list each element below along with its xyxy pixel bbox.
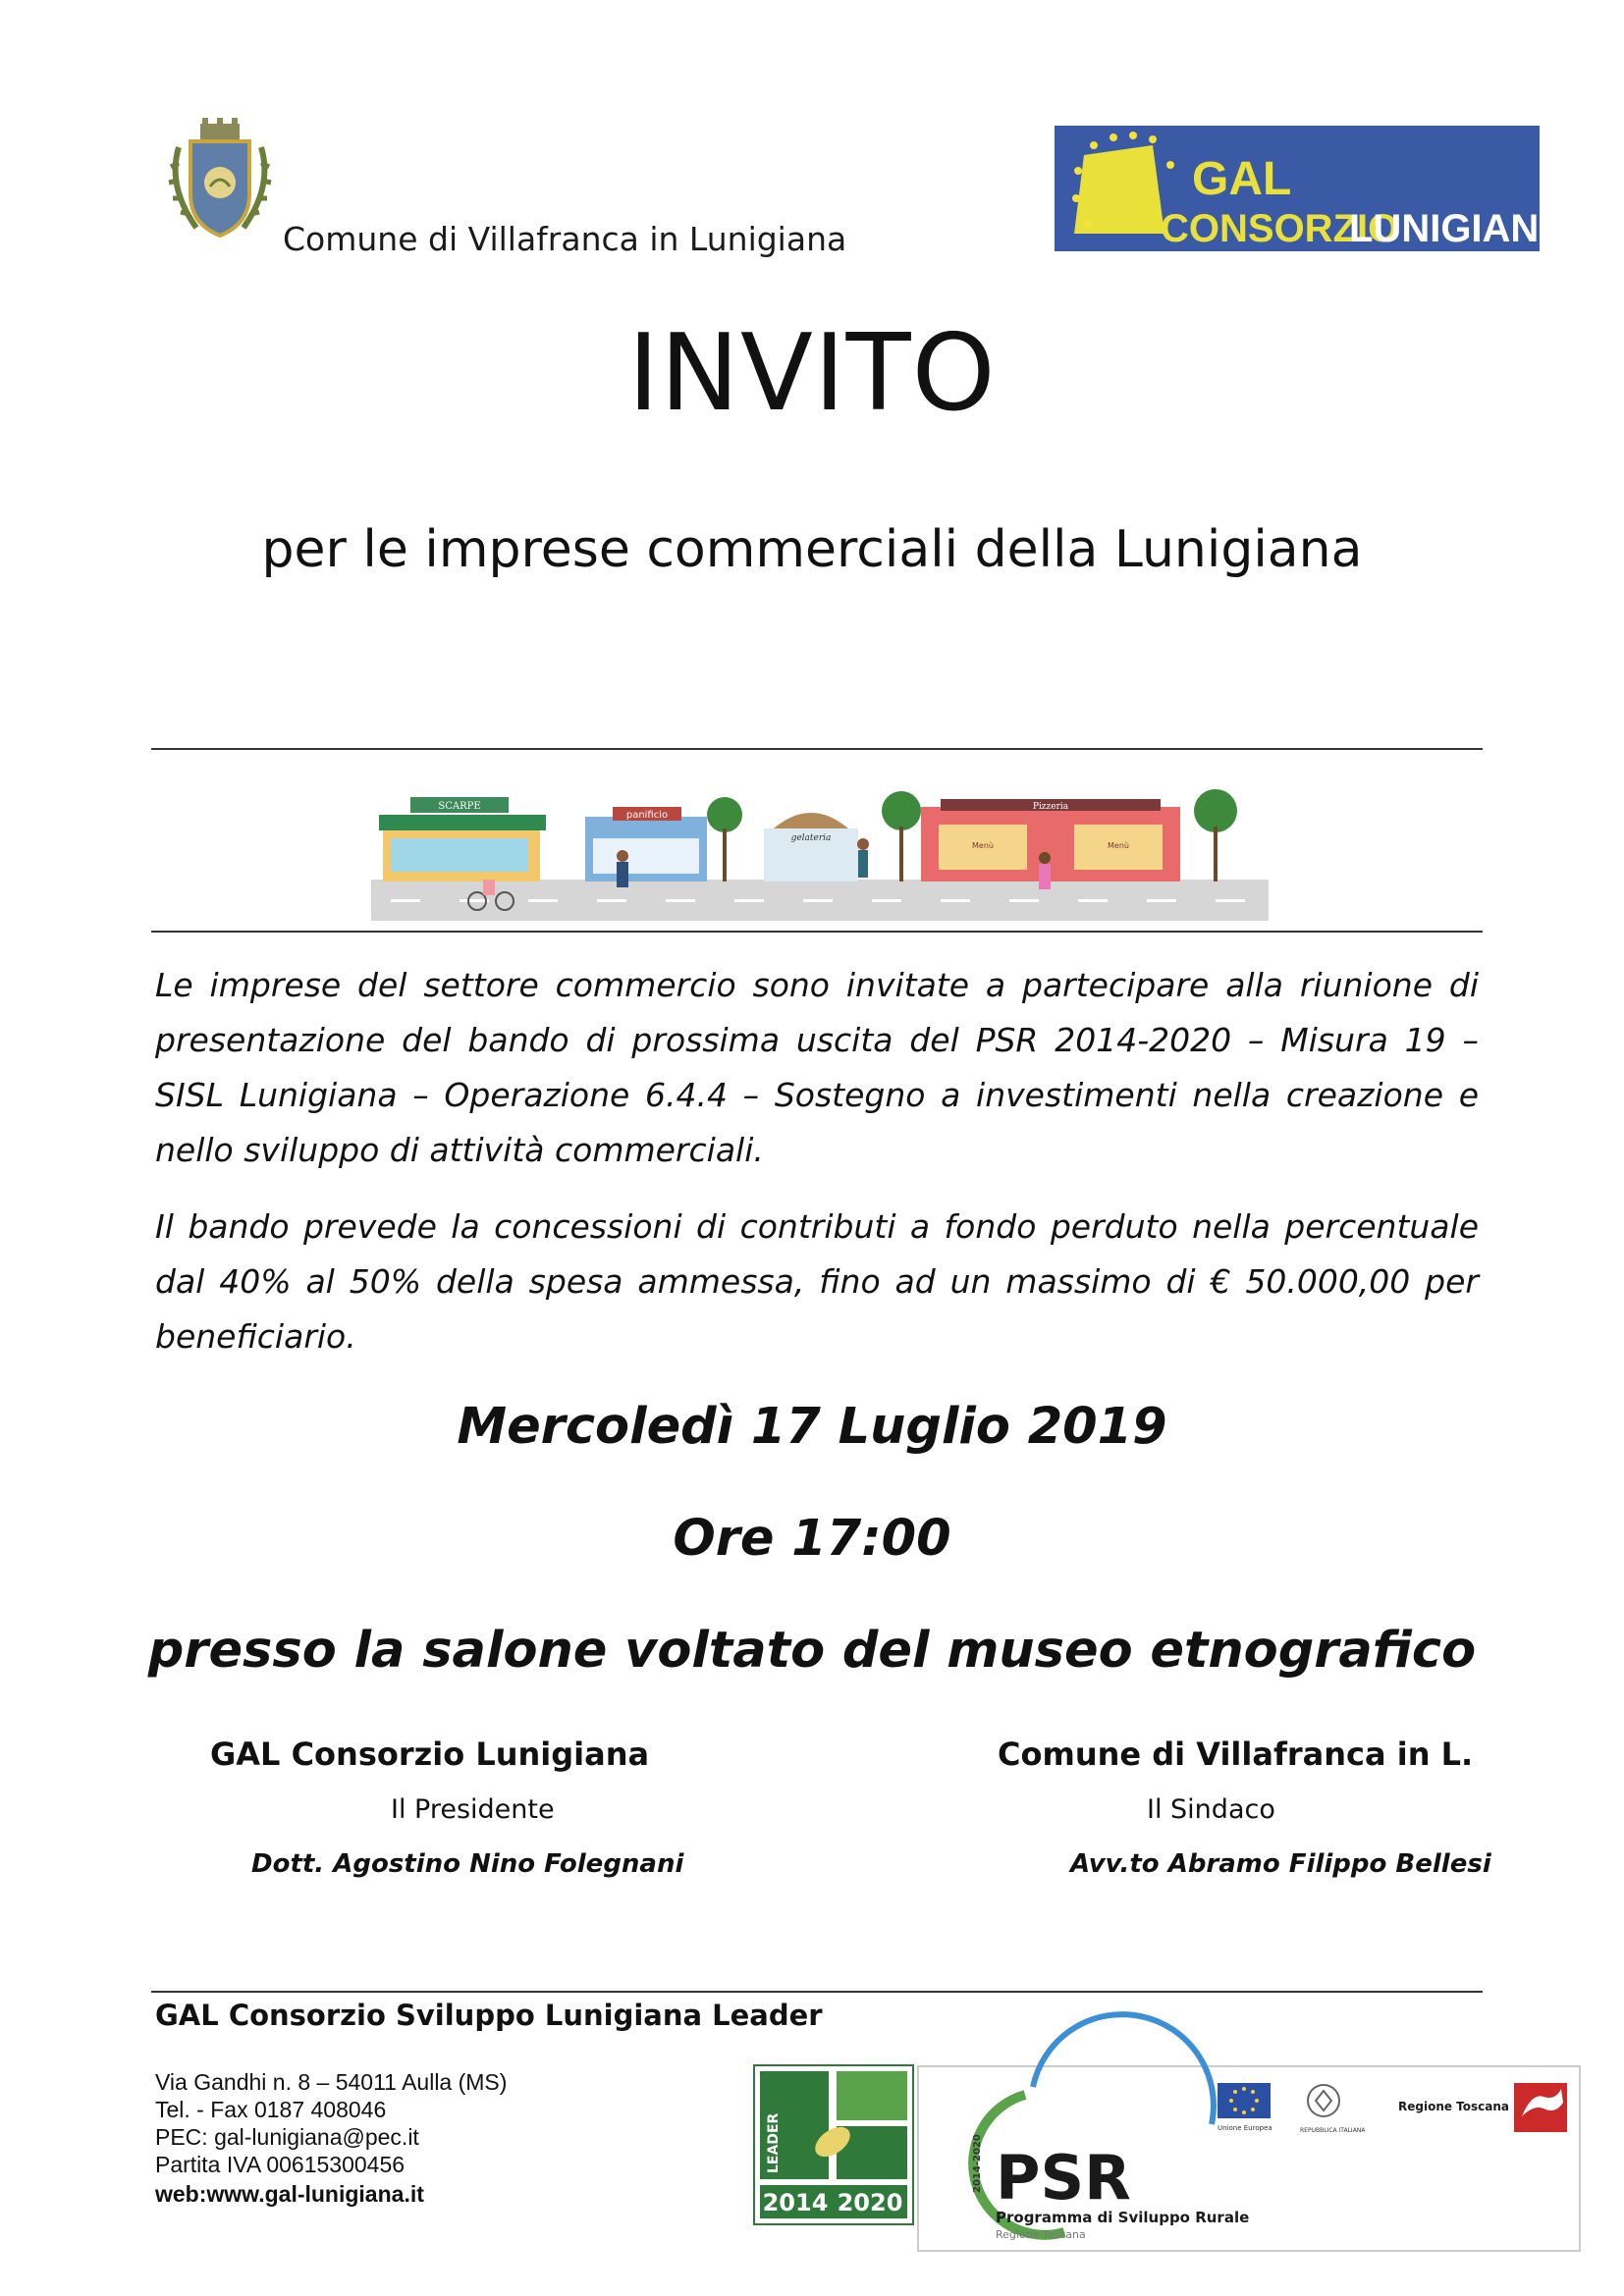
villafranca-crest-logo (157, 118, 283, 243)
footer-web: web:www.gal-lunigiana.it (155, 2181, 424, 2207)
footer-address: Via Gandhi n. 8 – 54011 Aulla (MS) (155, 2069, 508, 2095)
page-title: INVITO (627, 312, 997, 435)
psr-years: 2014-2020 (972, 2134, 983, 2193)
gal-consorzio-lunigiana-logo (1055, 126, 1568, 251)
repubblica-label: REPUBBLICA ITALIANA (1300, 2127, 1366, 2134)
gal-logo-line2b: LUNIGIANA (1349, 207, 1568, 250)
gal-logo-line1: GAL (1192, 153, 1292, 205)
psr-logos-box (917, 2065, 1581, 2252)
ue-label: Unione Europea (1218, 2124, 1272, 2132)
leader-2014-2020-logo (754, 2065, 913, 2224)
sign-scarpe: SCARPE (438, 801, 481, 812)
signature-right-role: Il Sindaco (1147, 1794, 1275, 1825)
leader-years-a: 2014 (762, 2189, 829, 2216)
footer-vat: Partita IVA 00615300456 (155, 2152, 406, 2177)
gal-logo-line2a: CONSORZIO (1161, 207, 1399, 250)
divider-footer (151, 1991, 1483, 1993)
body-paragraph-1: Le imprese del settore commercio sono invitate a partecipare alla riunione di presentazione del bando di prossima uscita del PSR 2014-2020 – Misura 19 – SISL Lunigiana – Operazione 6.4.4 – Sostegno a investimenti nella creazione e nello sviluppo di attività commerciali. (155, 966, 1479, 1169)
event-place: presso la salone voltato del museo etnografico (147, 1622, 1477, 1680)
leader-years-b: 2020 (837, 2189, 903, 2216)
signature-right-org: Comune di Villafranca in L. (998, 1735, 1474, 1773)
sign-panificio: panificio (625, 810, 669, 821)
footer-phone: Tel. - Fax 0187 408046 (155, 2097, 387, 2122)
header-comune-name: Comune di Villafranca in Lunigiana (283, 220, 847, 258)
sign-pizzeria: Pizzeria (1032, 802, 1069, 812)
signature-left-name: Dott. Agostino Nino Folegnani (251, 1849, 684, 1879)
shop-street-illustration (371, 793, 1269, 921)
footer-org-name: GAL Consorzio Sviluppo Lunigiana Leader (155, 1999, 823, 2032)
sign-gelateria: gelateria (790, 833, 832, 843)
signature-right-name: Avv.to Abramo Filippo Bellesi (1070, 1849, 1491, 1879)
event-date: Mercoledì 17 Luglio 2019 (457, 1398, 1167, 1456)
event-time: Ore 17:00 (673, 1510, 951, 1568)
footer-pec: PEC: gal-lunigiana@pec.it (155, 2124, 419, 2150)
signature-left-role: Il Presidente (391, 1794, 555, 1825)
window-menu-left: Menù (972, 841, 994, 850)
window-menu-right: Menù (1108, 841, 1129, 850)
psr-subtitle: Programma di Sviluppo Rurale (996, 2209, 1250, 2226)
divider-top (151, 748, 1483, 750)
signature-left-org: GAL Consorzio Lunigiana (210, 1735, 650, 1773)
body-paragraph-2: Il bando prevede la concessioni di contributi a fondo perduto nella percentuale dal 40% al 50% della spesa ammessa, fino ad un massimo di € 50.000,00 per beneficiario. (155, 1207, 1479, 1356)
page-subtitle: per le imprese commerciali della Lunigiana (261, 520, 1363, 579)
psr-title: PSR (996, 2142, 1131, 2214)
divider-middle (151, 931, 1483, 933)
psr-region-small: Regione Toscana (996, 2228, 1086, 2241)
regione-label: Regione Toscana (1398, 2100, 1510, 2113)
leader-word: LEADER (766, 2112, 782, 2173)
